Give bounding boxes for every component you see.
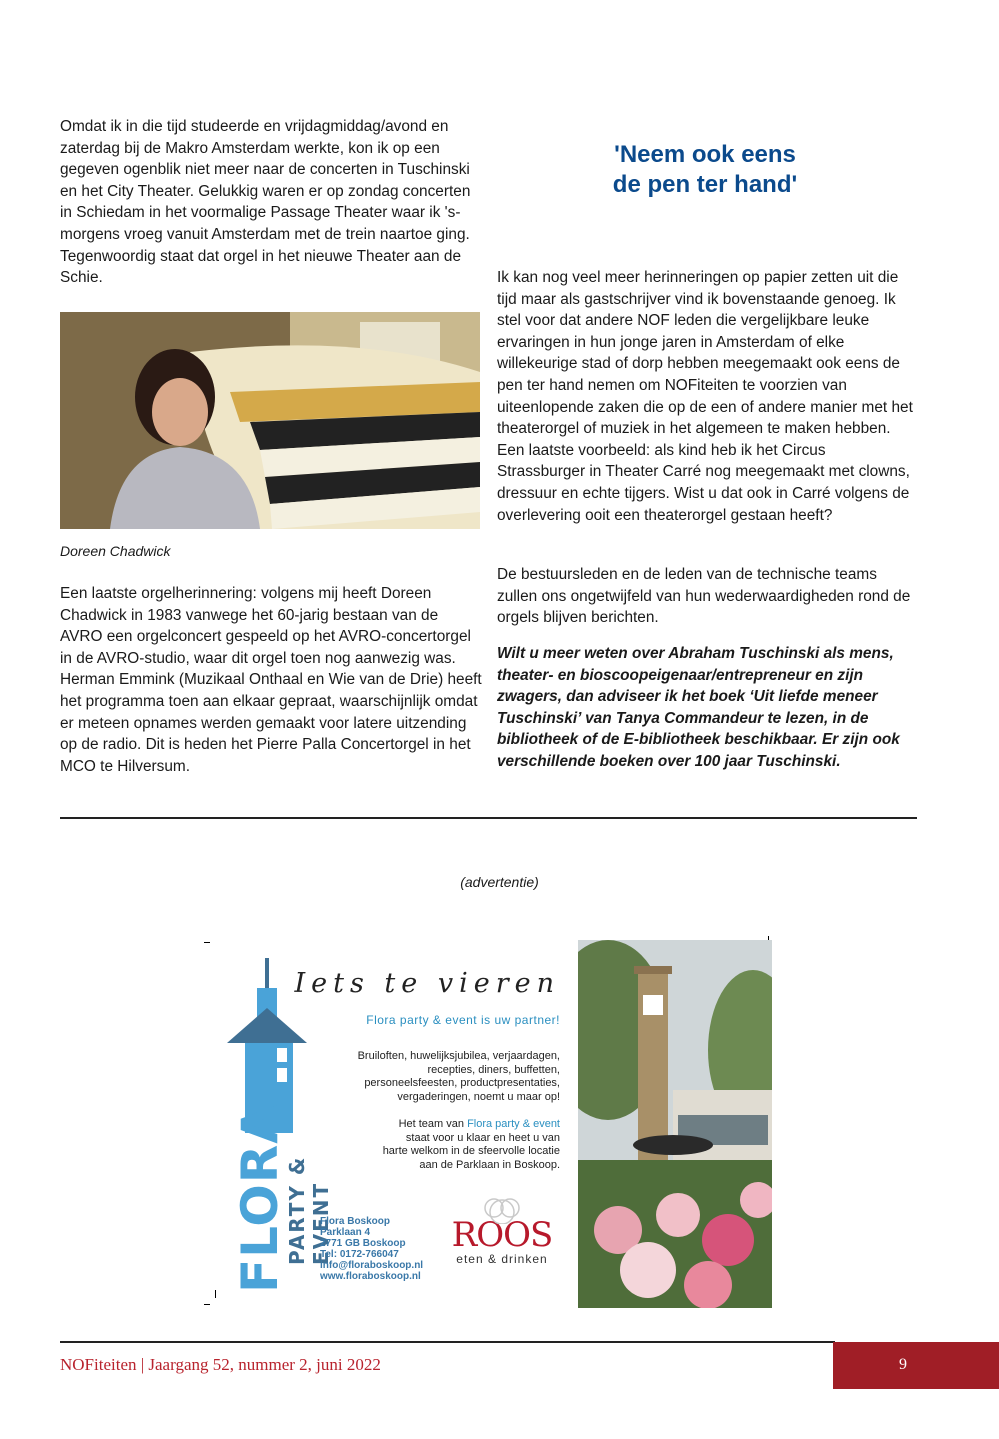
ad-label: (advertentie) [460, 874, 539, 890]
contact-website: www.floraboskoop.nl [320, 1271, 421, 1282]
left-column-bottom [60, 583, 482, 777]
services-line: Bruiloften, huwelijksjubilea, verjaardagen, [357, 1050, 560, 1062]
paragraph-orgelherinnering: Een laatste orgelherinnering: volgens mij heeft Doreen Chadwick in 1983 vanwege het 60-jarig bestaan van de AVRO een orgelconcert gespeeld op het AVRO-concertorgel in de AVRO-studio, waar dit orgel toen nog aanwezig was. Herman Emmink (Muzikaal Onthaal en Wie van de Drie) heeft het programma toen aan elkaar gepraat, waarschijnlijk omdat er meteen opnames werden gemaakt voor latere uitzending op de radio. Dit is heden het Pierre Palla Concertorgel in het MCO te Hilversum. [60, 585, 482, 775]
footer-title: NOFiteiten | Jaargang 52, nummer 2, juni 2022 [60, 1355, 381, 1374]
team-line [310, 1118, 560, 1132]
ad-team-text [310, 1118, 560, 1172]
flora-wordmark: FLORA [231, 1104, 289, 1293]
organ-photo-illustration [60, 312, 480, 529]
team-line: staat voor u klaar en heet u van [405, 1131, 560, 1144]
roos-subtitle: eten & drinken [456, 1252, 548, 1266]
tower-garden-illustration [578, 940, 772, 1308]
team-line: harte welkom in de sfeervolle locatie [382, 1145, 560, 1157]
doreen-chadwick-photo [60, 312, 480, 529]
footer-divider [60, 1341, 835, 1343]
services-line: personeelsfeesten, productpresentaties, [364, 1077, 560, 1089]
footer-page-box [833, 1342, 999, 1389]
page-number: 9 [899, 1356, 907, 1373]
ad-services-text [310, 1050, 560, 1104]
right-paragraph-1: Ik kan nog veel meer herinneringen op papier zetten uit die tijd maar als gastschrijver vind ik bovenstaande genoeg. Ik stel voor dat andere NOF leden die vergelijkbare leuke ervaringen in hun jonge jaren in Amsterdam of elke willekeurige stad of dorp hebben meegemaakt ook eens de pen ter hand nemen om NOFiteiten te voorzien van uiteenlopende zaken die op de een of andere manier met het theaterorgel of muziek in het algemeen te maken hebben. Een laatste voorbeeld: als kind heb ik het Circus Strassburger in Theater Carré nog meegemaakt met clowns, dressuur en echte tijgers. Wist u dat ook in Carré volgens de overlevering ooit een theaterorgel gestaan heeft? [497, 269, 913, 524]
photo-caption: Doreen Chadwick [60, 543, 171, 559]
rose-ornament-icon [472, 1194, 532, 1224]
flora-subtitle: PARTY & EVENT [285, 1155, 333, 1265]
team-pre: Het team van [398, 1118, 464, 1130]
flora-advertisement [210, 940, 770, 1310]
right-paragraph-2: De bestuursleden en de leden van de technische teams zullen ons ongetwijfeld van hun wederwaardigheden rond de orgels blijven berichten. [497, 566, 911, 627]
ad-partner-line: Flora party & event is uw partner! [366, 1013, 560, 1027]
ad-headline: Iets te vieren [294, 968, 560, 999]
heading-line-1: 'Neem ook eens [614, 141, 796, 168]
crop-mark [204, 942, 210, 943]
team-brand: Flora party & event [467, 1118, 560, 1130]
contact-city: 2771 GB Boskoop [320, 1238, 406, 1249]
contact-phone: Tel: 0172-766047 [320, 1249, 399, 1260]
section-heading [560, 140, 850, 200]
team-line: aan de Parklaan in Boskoop. [419, 1158, 560, 1171]
section-divider [60, 817, 917, 819]
flora-tower-photo [578, 940, 772, 1308]
right-paragraph-book-tip: Wilt u meer weten over Abraham Tuschinski als mens, theater- en bioscoopeigenaar/entrepreneur en zijn zwagers, dan adviseer ik het boek ‘Uit liefde meneer Tuschinski’ van Tanya Commandeur te lezen, in de bibliotheek of de E-bibliotheek beschikbaar. Er zijn ook verschillende boeken over 100 jaar Tuschinski. [497, 645, 900, 770]
crop-mark [204, 1304, 210, 1305]
contact-street: Parklaan 4 [320, 1227, 371, 1238]
contact-name: Flora Boskoop [320, 1216, 391, 1227]
services-line: vergaderingen, noemt u maar op! [397, 1090, 560, 1103]
roos-logo [442, 1215, 562, 1266]
roos-wordmark: ROOS [451, 1215, 553, 1255]
left-column-top [60, 116, 482, 289]
heading-line-2: de pen ter hand' [612, 171, 798, 198]
services-line: recepties, diners, buffetten, [427, 1063, 560, 1076]
ad-contact-block [320, 1216, 423, 1282]
paragraph-makro: Omdat ik in die tijd studeerde en vrijdagmiddag/avond en zaterdag bij de Makro Amsterdam werkte, kon ik op een gegeven ogenblik niet meer naar de concerten in Tuschinski en het City Theater. Gelukkig waren er op zondag concerten in Schiedam in het voormalige Passage Theater waar ik 's-morgens vroeg vanuit Amsterdam met de trein naartoe ging. Tegenwoordig staat dat orgel in het nieuwe Theater aan de Schie. [60, 118, 471, 287]
contact-email: info@floraboskoop.nl [320, 1260, 424, 1271]
crop-mark [215, 1290, 216, 1298]
